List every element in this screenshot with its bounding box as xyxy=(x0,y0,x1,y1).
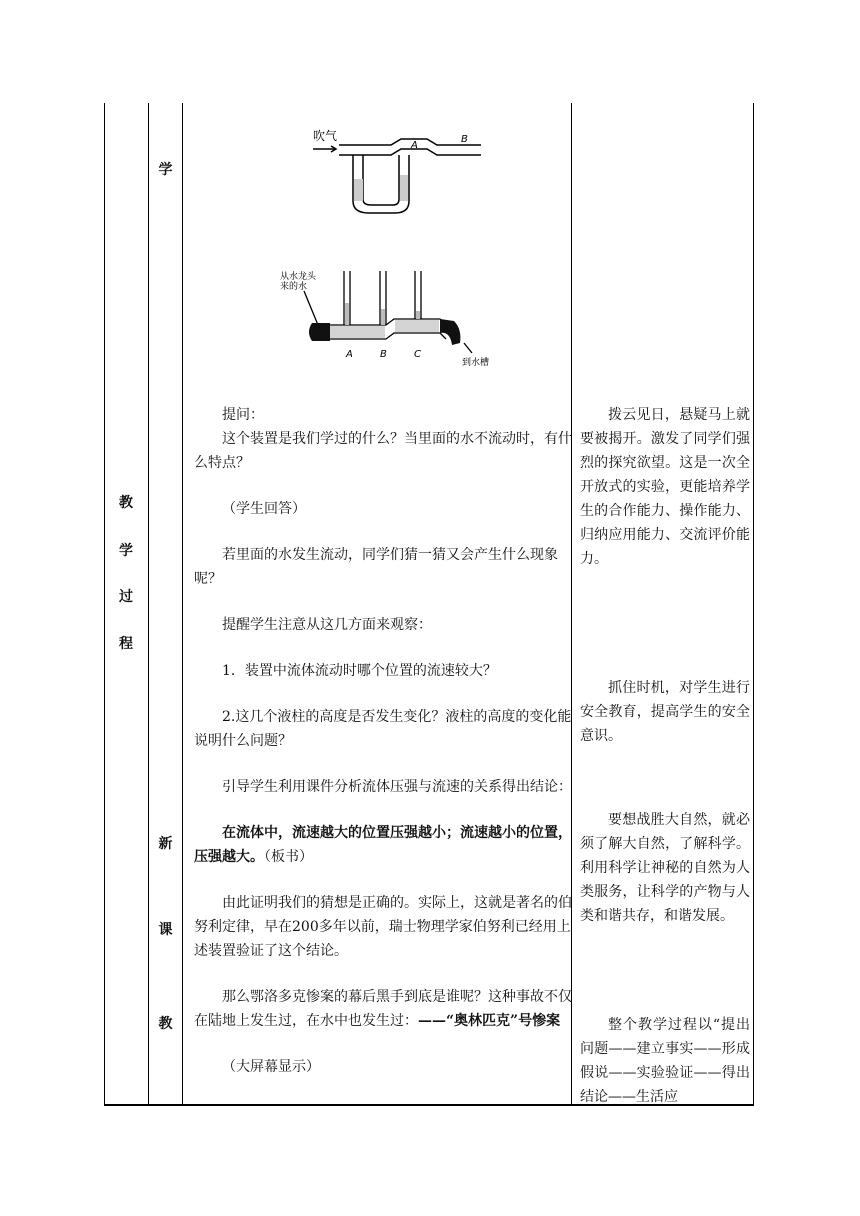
table-divider-2 xyxy=(182,103,183,1106)
main-content xyxy=(194,403,576,1079)
label-blow: 吹气 xyxy=(313,129,338,143)
student-answer: （学生回答） xyxy=(222,501,306,517)
mid-col-char: 学 xyxy=(158,162,173,178)
guide-text: 引导学生利用课件分析流体压强与流速的关系得出结论： xyxy=(222,779,572,795)
right-note-1: 拨云见日，悬疑马上就要被揭开。激发了同学们强烈的探究欲望。这是一次全开放式的实验，更能培养学生的合作能力、操作能力、归纳应用能力、交流评价能力。 xyxy=(580,407,750,567)
transition-bold: ——“奥林匹克”号惨案 xyxy=(418,1013,561,1029)
transition-plain: 那么鄂洛多克惨案的幕后黑手到底是谁呢？这种事故不仅在陆地上发生过，在水中也发生过： xyxy=(194,989,572,1029)
transition-text xyxy=(194,985,576,1033)
label-sink: 到水槽 xyxy=(462,358,490,367)
flow-question: 若里面的水发生流动，同学们猜一猜又会产生什么现象呢？ xyxy=(194,547,558,587)
screen-note: （大屏幕显示） xyxy=(222,1059,320,1075)
conclusion xyxy=(194,821,576,869)
conclusion-bold: 在流体中，流速越大的位置压强越小；流速越小的位置，压强越大。 xyxy=(194,825,572,865)
right-note-2: 抓住时机，对学生进行安全教育，提高学生的安全意识。 xyxy=(580,680,750,744)
left-col-char: 程 xyxy=(119,636,133,652)
mid-col-char: 教 xyxy=(158,1016,173,1032)
left-col-char: 过 xyxy=(119,589,133,605)
question-text: 这个装置是我们学过的什么？当里面的水不流动时，有什么特点？ xyxy=(194,431,572,471)
question-label: 提问： xyxy=(222,407,264,423)
water-tube-figure xyxy=(276,265,498,367)
label-b: B xyxy=(380,349,387,360)
conclusion-note: （板书） xyxy=(264,849,313,865)
mid-col-char: 课 xyxy=(158,922,173,938)
right-note-4: 整个教学过程以“提出问题——建立事实——形成假说——实验验证——得出结论——生活应 xyxy=(580,1017,750,1105)
proof-text: 由此证明我们的猜想是正确的。实际上，这就是著名的伯努利定律，早在200多年以前，瑞士物理学家伯努利已经用上述装置验证了这个结论。 xyxy=(194,895,572,959)
label-c: C xyxy=(414,349,421,360)
left-col-char: 教 xyxy=(119,495,133,511)
label-source: 从水龙头来的水 xyxy=(280,272,317,292)
label-a: A xyxy=(411,140,418,151)
venturi-figure xyxy=(309,117,489,217)
mid-col-char: 新 xyxy=(158,836,173,852)
label-a: A xyxy=(346,349,353,360)
table-divider-1 xyxy=(148,103,149,1106)
remind-text: 提醒学生注意从这几方面来观察： xyxy=(222,617,432,633)
table-border-right xyxy=(753,103,754,1106)
observe-point-2: 2.这几个液柱的高度是否发生变化？液柱的高度的变化能说明什么问题？ xyxy=(194,709,572,749)
lesson-table xyxy=(104,103,754,1106)
label-b: B xyxy=(461,134,468,145)
observe-point-1: 1．装置中流体流动时哪个位置的流速较大？ xyxy=(222,663,497,679)
right-note-3: 要想战胜大自然，就必须了解大自然，了解科学。利用科学让神秘的自然为人类服务，让科学的产物与人类和谐共存，和谐发展。 xyxy=(580,812,750,924)
left-col-char: 学 xyxy=(119,543,133,559)
